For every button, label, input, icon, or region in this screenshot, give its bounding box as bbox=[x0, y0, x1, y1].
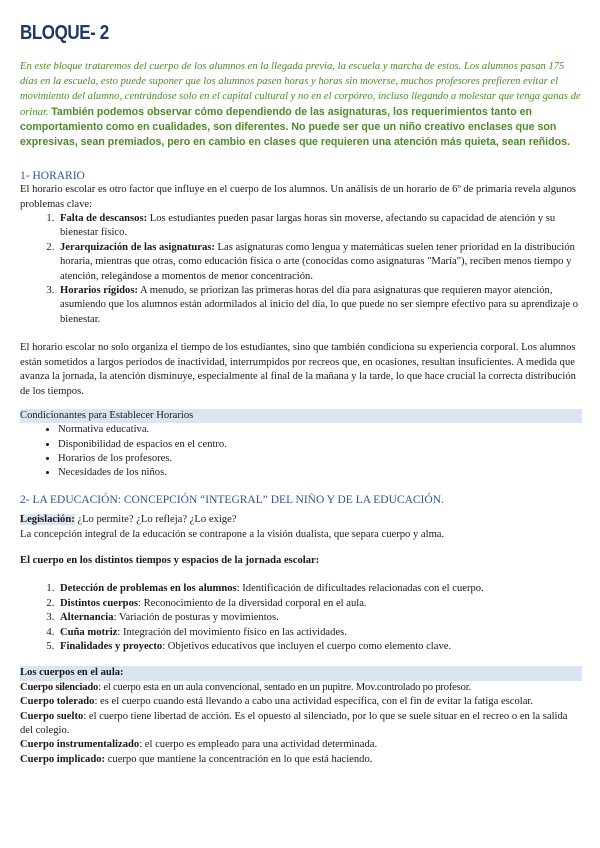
item-text: A menudo, se priorizan las primeras horas del día para asignaturas que requieren mayor atención, asumiendo que los alumnos están adormilados al inicio del día, lo que puede no ser siempre efectivo para su aprendizaje o bienestar. bbox=[60, 285, 579, 325]
list-item bbox=[57, 611, 582, 625]
list-item: • Horarios de los profesores. bbox=[58, 452, 582, 466]
item-text: : Variación de posturas y movimientos. bbox=[113, 612, 279, 624]
document-page bbox=[20, 22, 582, 767]
item-term: Falta de descansos: bbox=[60, 213, 148, 225]
body-term: Cuerpo instrumentalizado bbox=[20, 739, 140, 751]
item-term: Jerarquización de las asignaturas: bbox=[60, 241, 215, 253]
section1-heading: 1- HORARIO bbox=[20, 170, 85, 183]
intro-bold-text: También podemos observar cómo dependiendo de las asignaturas, los requerimientos tanto en comportamiento como en cualidades, son diferentes. No puede ser que un niño creativo enclases que son expresivas, sean premiados, pero en cambio en clases que requieren una atención más quieta, sean reñidos. bbox=[20, 105, 570, 149]
body-type bbox=[20, 738, 582, 752]
body-term: Cuerpo silenciado bbox=[20, 681, 99, 693]
bodies-heading-text: Los cuerpos en el aula: bbox=[20, 667, 124, 679]
body-type bbox=[20, 753, 582, 767]
body-term: Cuerpo suelto bbox=[20, 710, 84, 722]
body-text: cuerpo que mantiene la concentración en lo que está haciendo. bbox=[105, 753, 373, 765]
item-term: Alternancia bbox=[60, 612, 114, 624]
list-item bbox=[57, 241, 582, 284]
body-text: : el cuerpo esta en un aula convencional, sentado en un pupitre. Mov.controlado po profesor. bbox=[98, 681, 471, 693]
body-text: : el cuerpo tiene libertad de acción. Es el opuesto al silenciado, por lo que se suele situar en el recreo o en la salida del colegio. bbox=[20, 710, 568, 736]
body-type bbox=[20, 695, 582, 709]
item-text: : Integración del movimiento físico en las actividades. bbox=[117, 626, 347, 638]
item-term: Detección de problemas en los alumnos bbox=[60, 583, 237, 595]
item-text: Las asignaturas como lengua y matemáticas suelen tener prioridad en la distribución horaria, mientras que otras, como educación física o arte (conocidas como asignaturas "María"), reciben menos tiempo y atención, relegándose a momentos de menor concentración. bbox=[60, 241, 575, 282]
section1-paragraph: El horario escolar no solo organiza el tiempo de los estudiantes, sino que también condiciona su experiencia corporal. Los alumnos están sometidos a largos períodos de inactividad, interrumpidos por recreos que, en ocasiones, resultan insuficientes. A medida que avanza la jornada, la atención disminuye, especialmente al final de la mañana y la tarde, lo que hace crucial la correcta distribución de los tiempos. bbox=[20, 342, 576, 397]
list-item: • Normativa educativa. bbox=[58, 423, 582, 437]
item-text: : Reconocimiento de la diversidad corporal en el aula. bbox=[137, 597, 367, 609]
body-term: Cuerpo tolerado bbox=[20, 696, 95, 708]
list-item bbox=[57, 582, 582, 596]
item-term: Distintos cuerpos bbox=[60, 597, 138, 609]
body-term: Cuerpo implicado: bbox=[20, 753, 106, 765]
schedule-problems-list bbox=[20, 212, 582, 327]
body-type bbox=[20, 681, 582, 695]
intro-paragraph bbox=[20, 59, 582, 150]
list-item: • Necesidades de los niños. bbox=[58, 466, 582, 480]
list-item bbox=[57, 284, 582, 327]
school-day-list bbox=[20, 582, 582, 654]
item-term: Finalidades y proyecto bbox=[60, 640, 163, 652]
list-item bbox=[57, 640, 582, 654]
list-item: • Disponibilidad de espacios en el centro. bbox=[58, 438, 582, 452]
intro-italic-text: En este bloque trataremos del cuerpo de los alumnos en la llegada previa, la escuela y marcha de estos. Los alumnos pasan 175 días en la escuela, esto puede suponer que los alumnos pasen horas y horas sin moverse, muchos profesores prefieren evitar el movimiento del alumno, centrándose solo en el capital cultural y no en el corpóreo, incluso llegando a molestar que tenga ganas de orinar. bbox=[20, 61, 581, 118]
body-type bbox=[20, 710, 582, 739]
item-term: Cuña motriz bbox=[60, 626, 118, 638]
item-text: : Identificación de dificultades relacionadas con el cuerpo. bbox=[236, 583, 484, 595]
legislation-line bbox=[20, 513, 582, 527]
section2-subheading bbox=[20, 554, 582, 568]
conditions-heading: Condicionantes para Establecer Horarios bbox=[20, 409, 582, 423]
item-term: Horarios rígidos: bbox=[60, 285, 138, 297]
list-item bbox=[57, 626, 582, 640]
section2-heading: 2- LA EDUCACIÓN: CONCEPCIÓN “INTEGRAL” DEL NIÑO Y DE LA EDUCACIÓN. bbox=[20, 494, 444, 507]
conditions-list bbox=[20, 423, 582, 480]
subheading-text: El cuerpo en los distintos tiempos y espacios de la jornada escolar: bbox=[20, 554, 320, 566]
integral-concept: La concepción integral de la educación se contrapone a la visión dualista, que separa cuerpo y alma. bbox=[20, 528, 445, 540]
body-text: : es el cuerpo cuando está llevando a cabo una actividad específica, con el fin de evitar la fatiga escolar. bbox=[94, 696, 534, 708]
item-text: : Objetivos educativos que incluyen el cuerpo como elemento clave. bbox=[162, 640, 452, 652]
item-text: Los estudiantes pueden pasar largas horas sin moverse, afectando su capacidad de atención y su bienestar físico. bbox=[60, 213, 556, 239]
page-title: BLOQUE- 2 bbox=[20, 22, 109, 44]
legislation-text: ¿Lo permite? ¿Lo refleja? ¿Lo exige? bbox=[74, 514, 237, 526]
list-item bbox=[57, 597, 582, 611]
section1-lead: El horario escolar es otro factor que influye en el cuerpo de los alumnos. Un análisis de un horario de 6º de primaria revela algunos problemas clave: bbox=[20, 184, 577, 210]
body-text: : el cuerpo es empleado para una actividad determinada. bbox=[139, 739, 378, 751]
list-item bbox=[57, 212, 582, 241]
legislation-term: Legislación: bbox=[20, 514, 75, 526]
bodies-heading bbox=[20, 666, 582, 680]
